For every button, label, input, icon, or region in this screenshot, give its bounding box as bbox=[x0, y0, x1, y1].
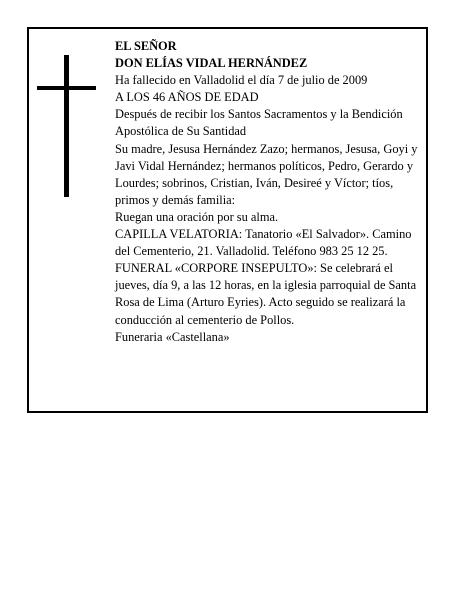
prayer-request: Ruegan una oración por su alma. bbox=[115, 209, 279, 224]
passing-statement: Ha fallecido en Valladolid el día 7 de julio de 2009 bbox=[115, 73, 368, 88]
funeral-info: FUNERAL «CORPORE INSEPULTO»: Se celebrará el jueves, día 9, a las 12 horas, en la iglesia parroquial de Santa Rosa de Lima (Arturo Eyries). Acto seguido se realizará la conducción al cementerio de Pollos. bbox=[115, 261, 417, 327]
deceased-name: DON ELÍAS VIDAL HERNÁNDEZ bbox=[115, 56, 308, 71]
deceased-title: EL SEÑOR bbox=[115, 39, 177, 53]
age-statement: A LOS 46 AÑOS DE EDAD bbox=[115, 90, 259, 105]
sacraments-statement: Después de recibir los Santos Sacramentos y la Bendición Apostólica de Su Santidad bbox=[115, 107, 403, 139]
family-list: Su madre, Jesusa Hernández Zazo; hermanos, Jesusa, Goyi y Javi Vidal Hernández; hermanos políticos, Pedro, Gerardo y Lourdes; sobrinos, Cristian, Iván, Desireé y Víctor; tíos, primos y demás familia: bbox=[115, 141, 418, 207]
obituary-text bbox=[115, 38, 427, 346]
funeral-home: Funeraria «Castellana» bbox=[115, 329, 230, 344]
chapel-info: CAPILLA VELATORIA: Tanatorio «El Salvador». Camino del Cementerio, 21. Valladolid. Teléfono 983 25 12 25. bbox=[115, 227, 412, 259]
